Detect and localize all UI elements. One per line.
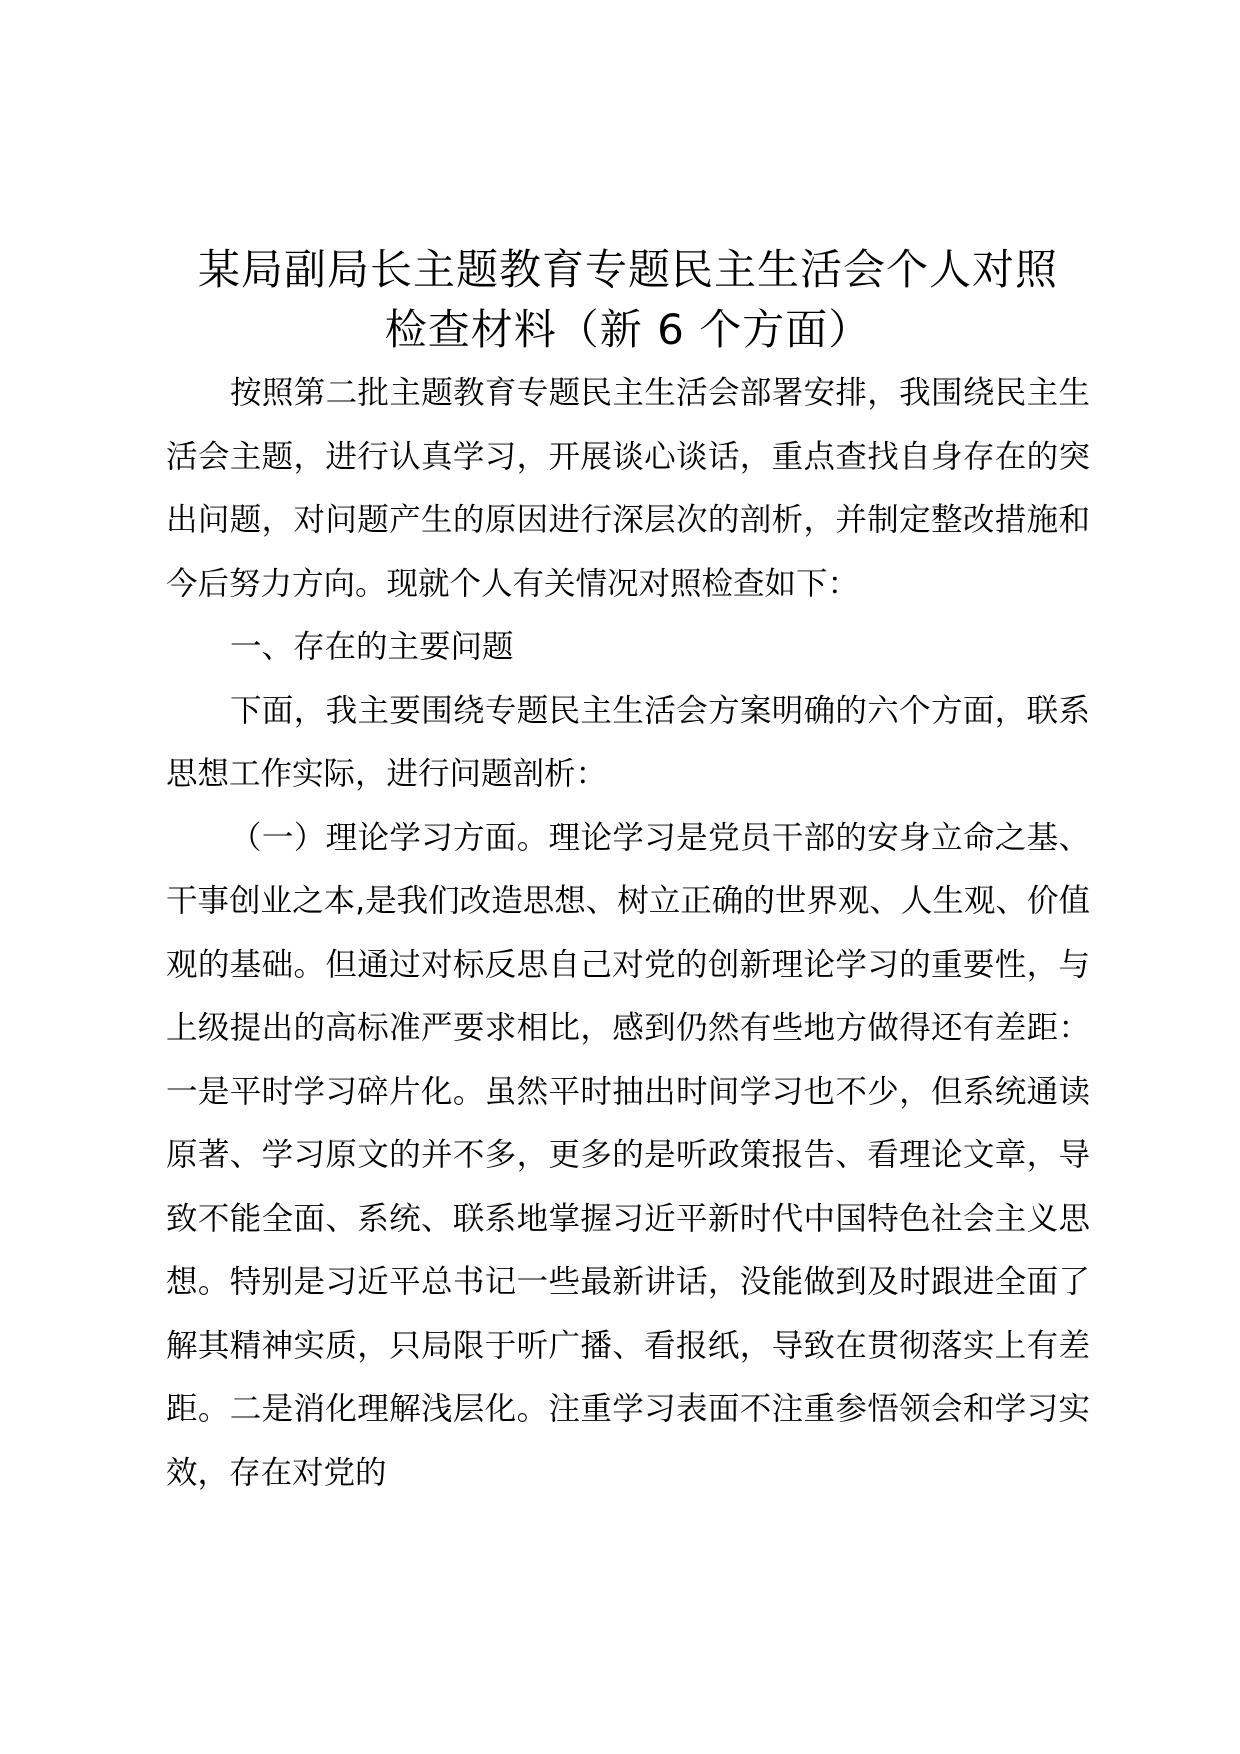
document-title — [166, 240, 1090, 360]
section-heading: 一、存在的主要问题 — [230, 629, 514, 665]
theory-study-paragraph: （一）理论学习方面。理论学习是党员干部的安身立命之基、干事创业之本,是我们改造思想、树立正确的世界观、人生观、价值观的基础。但通过对标反思自己对党的创新理论学习的重要性，与上级提出的高标准严要求相比，感到仍然有些地方做得还有差距：一是平时学习碎片化。虽然平时抽出时间学习也不少，但系统通读原著、学习原文的并不多，更多的是听政策报告、看理论文章，导致不能全面、系统、联系地掌握习近平新时代中国特色社会主义思想。特别是习近平总书记一些最新讲话，没能做到及时跟进全面了解其精神实质，只局限于听广播、看报纸，导致在贯彻落实上有差距。二是消化理解浅层化。注重学习表面不注重参悟领会和学习实效，存在对党的 — [166, 819, 1090, 1491]
document-page — [166, 240, 1090, 1505]
title-line-2: 检查材料（新 6 个方面） — [384, 305, 872, 354]
title-line-1: 某局副局长主题教育专题民主生活会个人对照 — [197, 245, 1058, 294]
document-body — [166, 362, 1090, 1505]
intro-paragraph: 按照第二批主题教育专题民主生活会部署安排，我围绕民主生活会主题，进行认真学习，开展谈心谈话，重点查找自身存在的突出问题，对问题产生的原因进行深层次的剖析，并制定整改措施和今后努力方向。现就个人有关情况对照检查如下： — [166, 375, 1090, 602]
section-intro-paragraph: 下面，我主要围绕专题民主生活会方案明确的六个方面，联系思想工作实际，进行问题剖析： — [166, 692, 1090, 792]
